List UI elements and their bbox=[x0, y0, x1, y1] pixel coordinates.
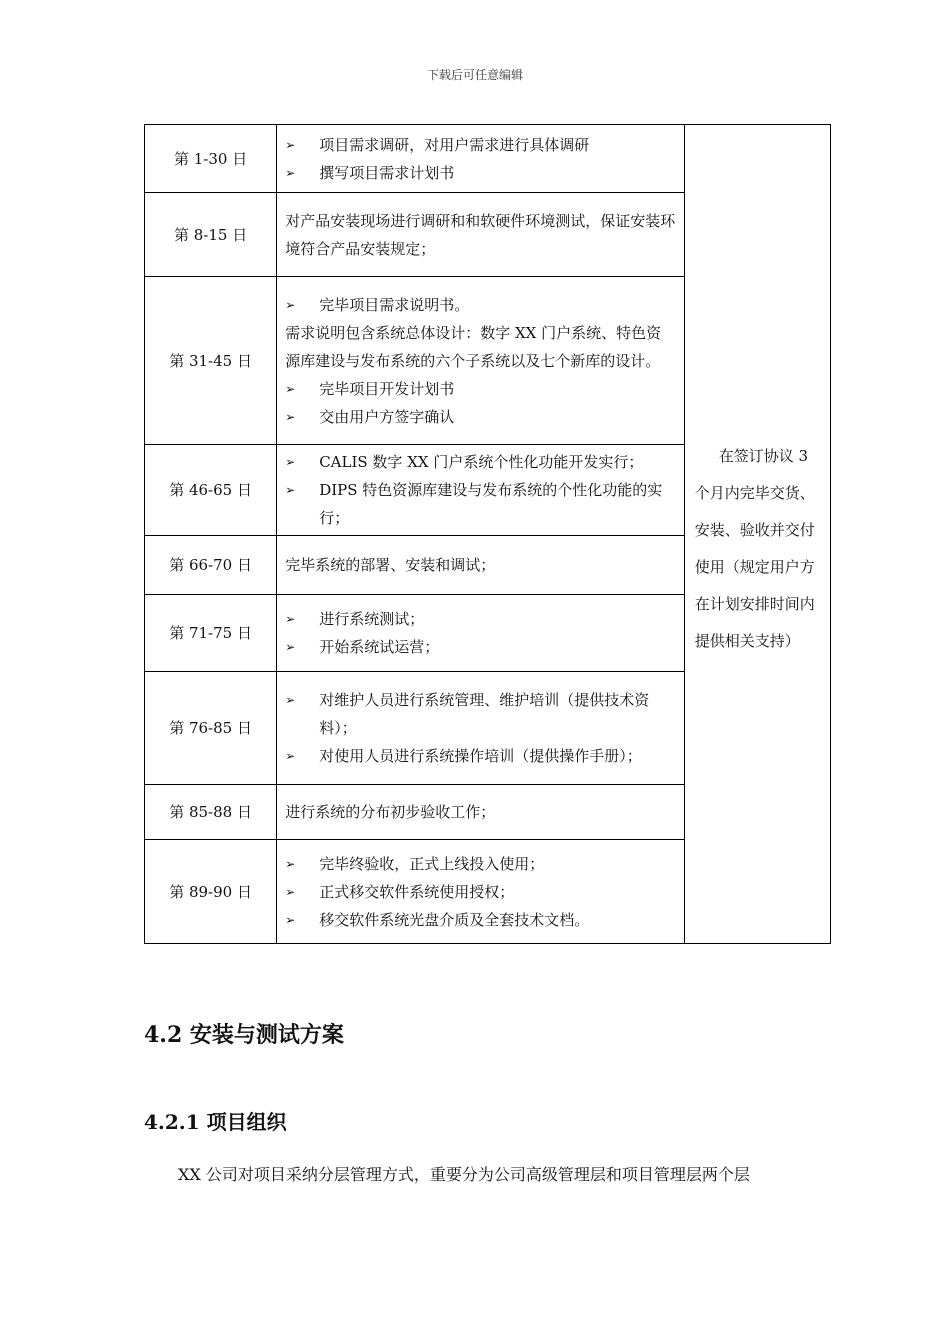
task-text: 进行系统测试； bbox=[319, 610, 425, 628]
task-bullet-item bbox=[285, 159, 676, 187]
arrow-bullet-icon: ➢ bbox=[285, 455, 296, 469]
task-text: 移交软件系统光盘介质及全套技术文档。 bbox=[319, 910, 590, 929]
page-header: 下载后可任意编辑 bbox=[426, 68, 523, 82]
arrow-bullet-icon: ➢ bbox=[285, 483, 296, 497]
task-text: 对维护人员进行系统管理、维护培训（提供技术资料）； bbox=[319, 691, 650, 737]
section-heading: 4.2 安装与测试方案 bbox=[144, 1022, 344, 1048]
task-cell bbox=[277, 277, 685, 445]
delivery-note-cell bbox=[684, 125, 830, 944]
arrow-bullet-icon: ➢ bbox=[285, 693, 296, 707]
arrow-bullet-icon: ➢ bbox=[285, 165, 296, 180]
period-cell: 第 46-65 日 bbox=[145, 445, 277, 536]
task-bullet-item bbox=[285, 605, 676, 633]
task-text: 完毕终验收，正式上线投入使用； bbox=[319, 854, 545, 873]
arrow-bullet-icon: ➢ bbox=[285, 381, 296, 396]
schedule-table bbox=[144, 124, 831, 944]
delivery-note: 在签订协议 3 个月内完毕交货、安装、验收并交付使用（规定用户方在计划安排时间内提供相关支持） bbox=[694, 447, 815, 650]
task-cell bbox=[277, 840, 685, 944]
task-paragraph: 需求说明包含系统总体设计：数字 XX 门户系统、特色资源库建设与发布系统的六个子系统以及七个新库的设计。 bbox=[285, 323, 662, 370]
task-text: 完毕项目需求说明书。 bbox=[319, 295, 470, 314]
task-cell bbox=[277, 445, 685, 536]
task-bullet-item bbox=[285, 403, 676, 431]
body-paragraph: XX 公司对项目采纳分层管理方式，重要分为公司高级管理层和项目管理层两个层 bbox=[178, 1165, 750, 1184]
task-paragraph: 进行系统的分布初步验收工作； bbox=[285, 803, 496, 821]
task-bullet-item bbox=[285, 633, 676, 661]
task-bullet-item bbox=[285, 686, 676, 742]
arrow-bullet-icon: ➢ bbox=[285, 749, 296, 763]
task-bullet-item bbox=[285, 291, 676, 319]
task-cell bbox=[277, 595, 685, 672]
period-cell: 第 8-15 日 bbox=[145, 193, 277, 277]
task-text: 对使用人员进行系统操作培训（提供操作手册）； bbox=[319, 747, 642, 765]
task-bullet-item bbox=[285, 906, 676, 934]
period-cell: 第 76-85 日 bbox=[145, 672, 277, 785]
period-cell: 第 66-70 日 bbox=[145, 536, 277, 595]
task-paragraph: 完毕系统的部署、安装和调试； bbox=[285, 556, 496, 574]
task-text: 交由用户方签字确认 bbox=[319, 407, 455, 426]
arrow-bullet-icon: ➢ bbox=[285, 856, 296, 871]
task-text: 开始系统试运营； bbox=[319, 638, 440, 656]
task-bullet-item bbox=[285, 375, 676, 403]
task-text: 撰写项目需求计划书 bbox=[319, 163, 455, 182]
task-text: 项目需求调研，对用户需求进行具体调研 bbox=[319, 135, 590, 154]
subsection-heading: 4.2.1 项目组织 bbox=[144, 1110, 287, 1134]
task-cell bbox=[277, 785, 685, 840]
task-cell bbox=[277, 125, 685, 193]
arrow-bullet-icon: ➢ bbox=[285, 297, 296, 312]
task-text: 正式移交软件系统使用授权； bbox=[319, 882, 515, 901]
period-cell: 第 71-75 日 bbox=[145, 595, 277, 672]
task-cell bbox=[277, 672, 685, 785]
task-paragraph: 对产品安装现场进行调研和和软硬件环境测试，保证安装环境符合产品安装规定； bbox=[285, 211, 676, 258]
task-text: DIPS 特色资源库建设与发布系统的个性化功能的实行； bbox=[319, 481, 663, 527]
task-text: 完毕项目开发计划书 bbox=[319, 379, 455, 398]
task-bullet-item bbox=[285, 850, 676, 878]
arrow-bullet-icon: ➢ bbox=[285, 612, 296, 626]
period-cell: 第 89-90 日 bbox=[145, 840, 277, 944]
arrow-bullet-icon: ➢ bbox=[285, 884, 296, 899]
period-cell: 第 31-45 日 bbox=[145, 277, 277, 445]
arrow-bullet-icon: ➢ bbox=[285, 409, 296, 424]
arrow-bullet-icon: ➢ bbox=[285, 137, 296, 152]
task-text: CALIS 数字 XX 门户系统个性化功能开发实行； bbox=[319, 453, 644, 471]
task-bullet-item bbox=[285, 476, 676, 532]
task-bullet-item bbox=[285, 448, 676, 476]
arrow-bullet-icon: ➢ bbox=[285, 640, 296, 654]
period-cell: 第 1-30 日 bbox=[145, 125, 277, 193]
task-cell bbox=[277, 193, 685, 277]
task-bullet-item bbox=[285, 131, 676, 159]
arrow-bullet-icon: ➢ bbox=[285, 912, 296, 927]
period-cell: 第 85-88 日 bbox=[145, 785, 277, 840]
task-cell bbox=[277, 536, 685, 595]
schedule-row bbox=[145, 125, 831, 193]
task-bullet-item bbox=[285, 878, 676, 906]
task-bullet-item bbox=[285, 742, 676, 770]
